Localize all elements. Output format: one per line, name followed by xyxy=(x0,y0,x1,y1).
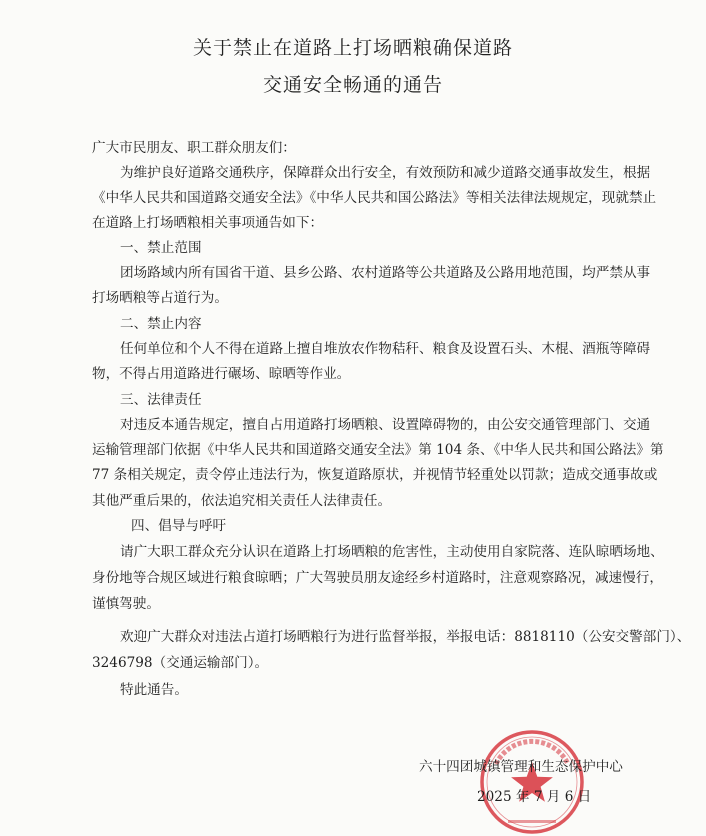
section-2-heading: 二、禁止内容 xyxy=(120,316,202,332)
section-3-line-1: 对违反本通告规定，擅自占用道路打场晒粮、设置障碍物的，由公安交通管理部门、交通 xyxy=(120,417,651,433)
salutation: 广大市民朋友、职工群众朋友们： xyxy=(92,140,296,156)
section-3-line-4: 其他严重后果的，依法追究相关责任人法律责任。 xyxy=(92,493,392,509)
section-4-line-3: 谨慎驾驶。 xyxy=(92,596,160,612)
report-line-1: 欢迎广大群众对违法占道打场晒粮行为进行监督举报，举报电话：8818110（公安交警部门）、 xyxy=(120,629,691,645)
section-2-line-1: 任何单位和个人不得在道路上擅自堆放农作物秸秆、粮食及设置石头、木棍、酒瓶等障碍 xyxy=(120,341,651,357)
intro-line-3: 在道路上打场晒粮相关事项通告如下： xyxy=(92,215,324,231)
title-line-2: 交通安全畅通的通告 xyxy=(262,74,443,96)
section-1-heading: 一、禁止范围 xyxy=(120,240,202,256)
intro-line-2: 《中华人民共和国道路交通安全法》《中华人民共和国公路法》等相关法律法规规定，现就禁止 xyxy=(92,190,657,206)
section-3-line-3: 77 条相关规定，责令停止违法行为，恢复道路原状，并视情节轻重处以罚款；造成交通事故或 xyxy=(92,467,658,483)
section-4-line-2: 身份地等合规区域进行粮食晾晒；广大驾驶员朋友途经乡村道路时，注意观察路况，减速慢行， xyxy=(92,570,663,586)
intro-line-1: 为维护良好道路交通秩序，保障群众出行安全，有效预防和减少道路交通事故发生，根据 xyxy=(120,165,651,181)
title-line-1: 关于禁止在道路上打场晒粮确保道路 xyxy=(192,37,513,59)
closing: 特此通告。 xyxy=(120,682,188,698)
signature-date: 2025 年 7 月 6 日 xyxy=(477,789,592,805)
report-line-2: 3246798（交通运输部门）。 xyxy=(92,655,269,671)
section-3-heading: 三、法律责任 xyxy=(120,392,202,408)
section-3-line-2: 运输管理部门依据《中华人民共和国道路交通安全法》第 104 条、《中华人民共和国公路法》第 xyxy=(92,442,664,458)
signature-organization: 六十四团城镇管理和生态保护中心 xyxy=(419,759,623,775)
section-1-line-1: 团场路域内所有国省干道、县乡公路、农村道路等公共道路及公路用地范围，均严禁从事 xyxy=(120,265,651,281)
section-4-line-1: 请广大职工群众充分认识在道路上打场晒粮的危害性，主动使用自家院落、连队晾晒场地、 xyxy=(120,544,664,560)
official-seal-icon xyxy=(478,728,586,836)
section-2-line-2: 物，不得占用道路进行碾场、晾晒等作业。 xyxy=(92,366,351,382)
section-1-line-2: 打场晒粮等占道行为。 xyxy=(92,290,228,306)
section-4-heading: 四、倡导与呼吁 xyxy=(131,518,227,534)
